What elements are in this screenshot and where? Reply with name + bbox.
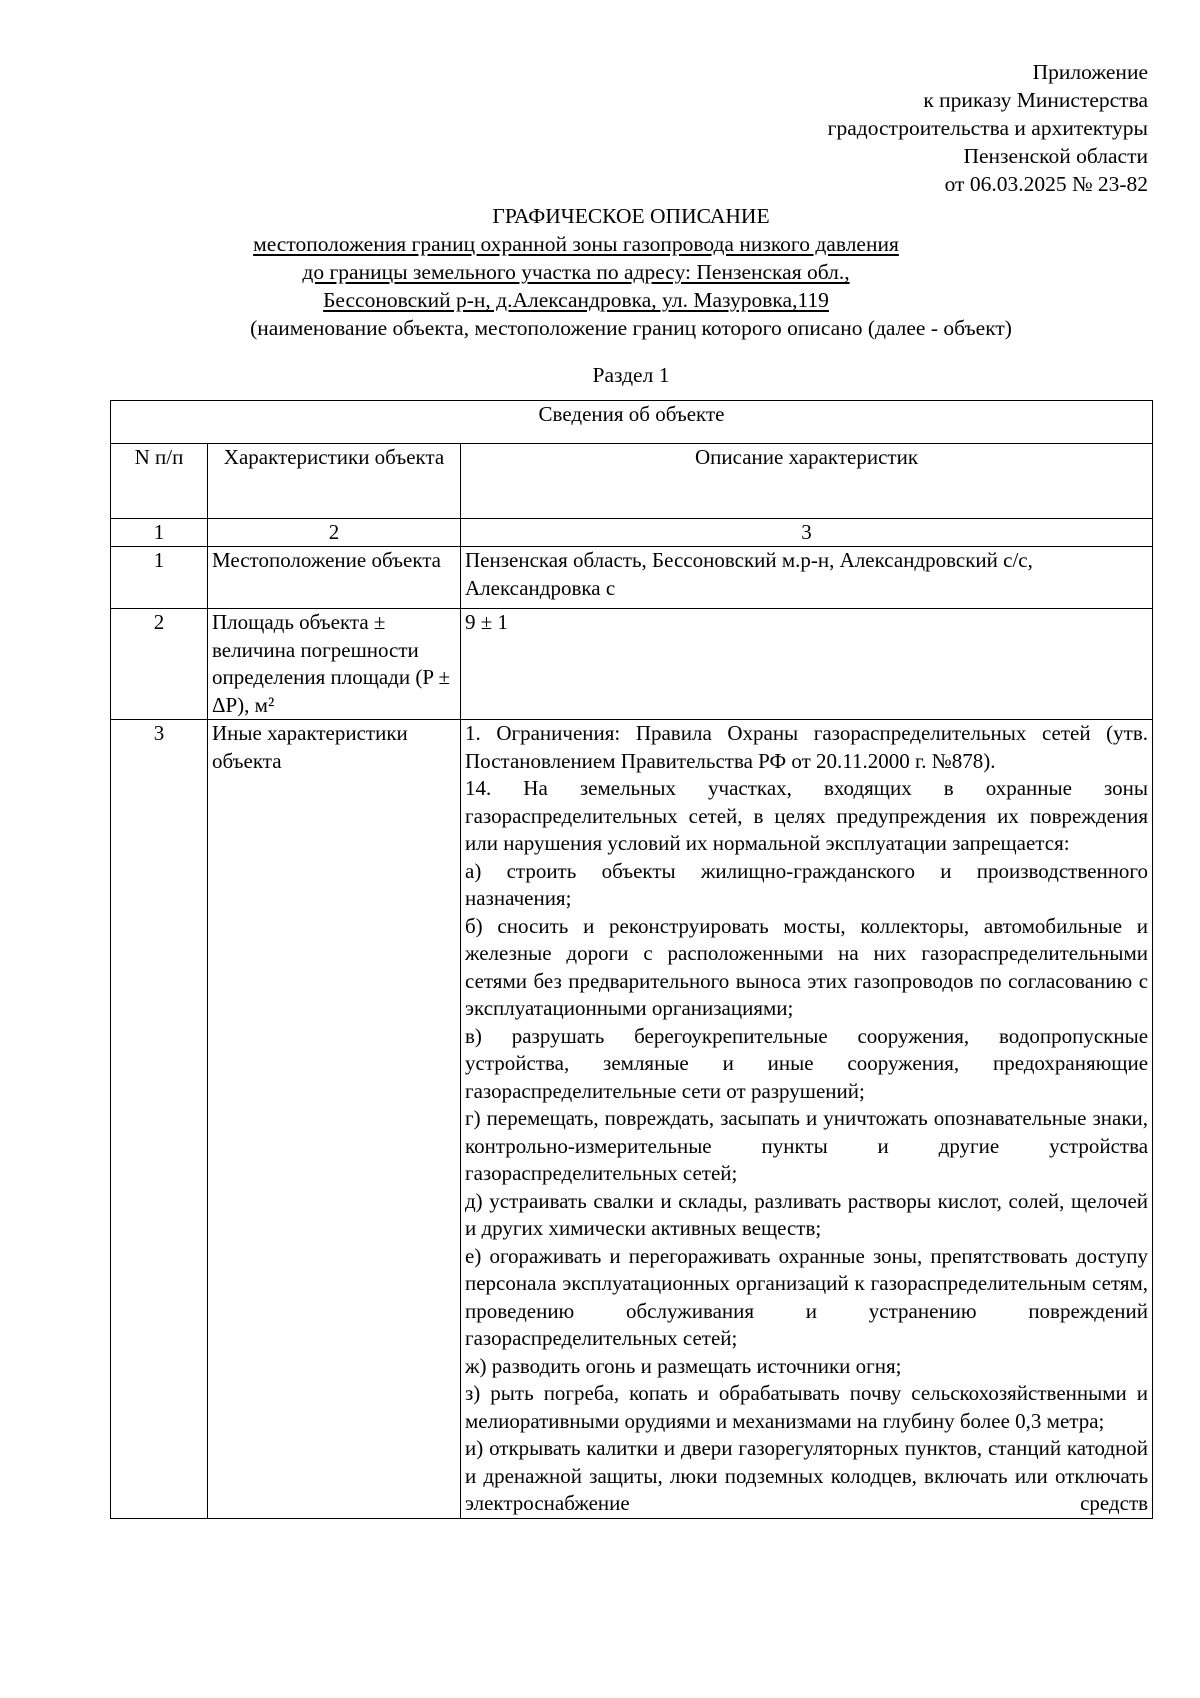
restriction-paragraph: в) разрушать берегоукрепительные сооружения, водопропускные устройства, земляные и иные сооружения, предохраняющие газораспределительные сети от разрушений;: [465, 1023, 1149, 1103]
restriction-paragraph: б) сносить и реконструировать мосты, коллекторы, автомобильные и железные дороги с расположенными на них газораспределительными сетями без предварительного выноса этих газопроводов по согласованию с эксплуатационными организациями;: [465, 913, 1149, 1020]
column-numbers-row: [111, 519, 1153, 547]
document-heading: ГРАФИЧЕСКОЕ ОПИСАНИЕ: [492, 204, 770, 228]
table-row: [111, 609, 1153, 720]
restriction-paragraph: д) устраивать свалки и склады, разливать растворы кислот, солей, щелочей и других химически активных веществ;: [465, 1188, 1149, 1240]
table-row: [111, 720, 1153, 1519]
column-number: 3: [461, 519, 1153, 547]
appendix-line: Приложение: [1032, 60, 1148, 84]
column-header-number: N п/п: [111, 444, 208, 519]
restriction-paragraph: з) рыть погреба, копать и обрабатывать почву сельскохозяйственными и мелиоративными орудиями и механизмами на глубину более 0,3 метра;: [465, 1381, 1149, 1433]
object-name: [110, 230, 1152, 314]
restriction-paragraph: г) перемещать, повреждать, засыпать и уничтожать опознавательные знаки, контрольно-измерительные пункты и другие устройства газораспределительных сетей;: [465, 1106, 1149, 1185]
restriction-paragraph: 1. Ограничения: Правила Охраны газораспределительных сетей (утв. Постановлением Правительства РФ от 20.11.2000 г. №878).: [465, 721, 1149, 773]
table-header: Сведения об объекте: [111, 401, 1153, 444]
column-header-description: Описание характеристик: [461, 444, 1153, 519]
column-headers-row: [111, 444, 1153, 519]
document-title-block: [110, 202, 1152, 342]
table-row: [111, 547, 1153, 609]
section-title: Раздел 1: [592, 363, 670, 387]
appendix-date-line: от 06.03.2025 № 23-82: [944, 172, 1148, 196]
object-name-caption: (наименование объекта, местоположение границ которого описано (далее - объект): [250, 316, 1012, 340]
table-header-row: [111, 401, 1153, 444]
appendix-header: [828, 58, 1148, 198]
restriction-paragraph: ж) разводить огонь и размещать источники огня;: [465, 1353, 902, 1378]
row-characteristic: Иные характеристики объекта: [208, 720, 461, 1519]
row-description: [461, 720, 1153, 1519]
row-description: Пензенская область, Бессоновский м.р-н, Александровский с/с, Александровка с: [461, 547, 1153, 609]
appendix-line: градостроительства и архитектуры: [827, 116, 1148, 140]
column-number: 2: [208, 519, 461, 547]
row-characteristic: Местоположение объекта: [208, 547, 461, 609]
row-description: 9 ± 1: [461, 609, 1153, 720]
column-number: 1: [111, 519, 208, 547]
column-header-characteristics: Характеристики объекта: [208, 444, 461, 519]
row-number: 3: [111, 720, 208, 1519]
row-characteristic: Площадь объекта ± величина погрешности определения площади (P ± ΔP), м²: [208, 609, 461, 720]
object-info-table: [110, 400, 1153, 1519]
object-name-line: Бессоновский р-н, д.Александровка, ул. Мазуровка,119: [323, 288, 829, 312]
object-name-line: местоположения границ охранной зоны газопровода низкого давления: [253, 232, 899, 256]
object-name-line: до границы земельного участка по адресу: Пензенская обл.,: [302, 260, 850, 284]
restriction-paragraph: и) открывать калитки и двери газорегуляторных пунктов, станций катодной и дренажной защиты, люки подземных колодцев, включать или отключать электроснабжение средств: [465, 1436, 1149, 1515]
restriction-paragraph: 14. На земельных участках, входящих в охранные зоны газораспределительных сетей, в целях предупреждения их повреждения или нарушения условий их нормальной эксплуатации запрещается:: [465, 776, 1149, 855]
row-number: 2: [111, 609, 208, 720]
appendix-line: к приказу Министерства: [923, 88, 1148, 112]
restriction-paragraph: а) строить объекты жилищно-гражданского и производственного назначения;: [465, 858, 1149, 910]
row-number: 1: [111, 547, 208, 609]
appendix-line: Пензенской области: [963, 144, 1148, 168]
restriction-paragraph: е) огораживать и перегораживать охранные зоны, препятствовать доступу персонала эксплуатационных организаций к газораспределительным сетям, проведению обслуживания и устранению повреждений газораспределительных сетей;: [465, 1243, 1149, 1350]
